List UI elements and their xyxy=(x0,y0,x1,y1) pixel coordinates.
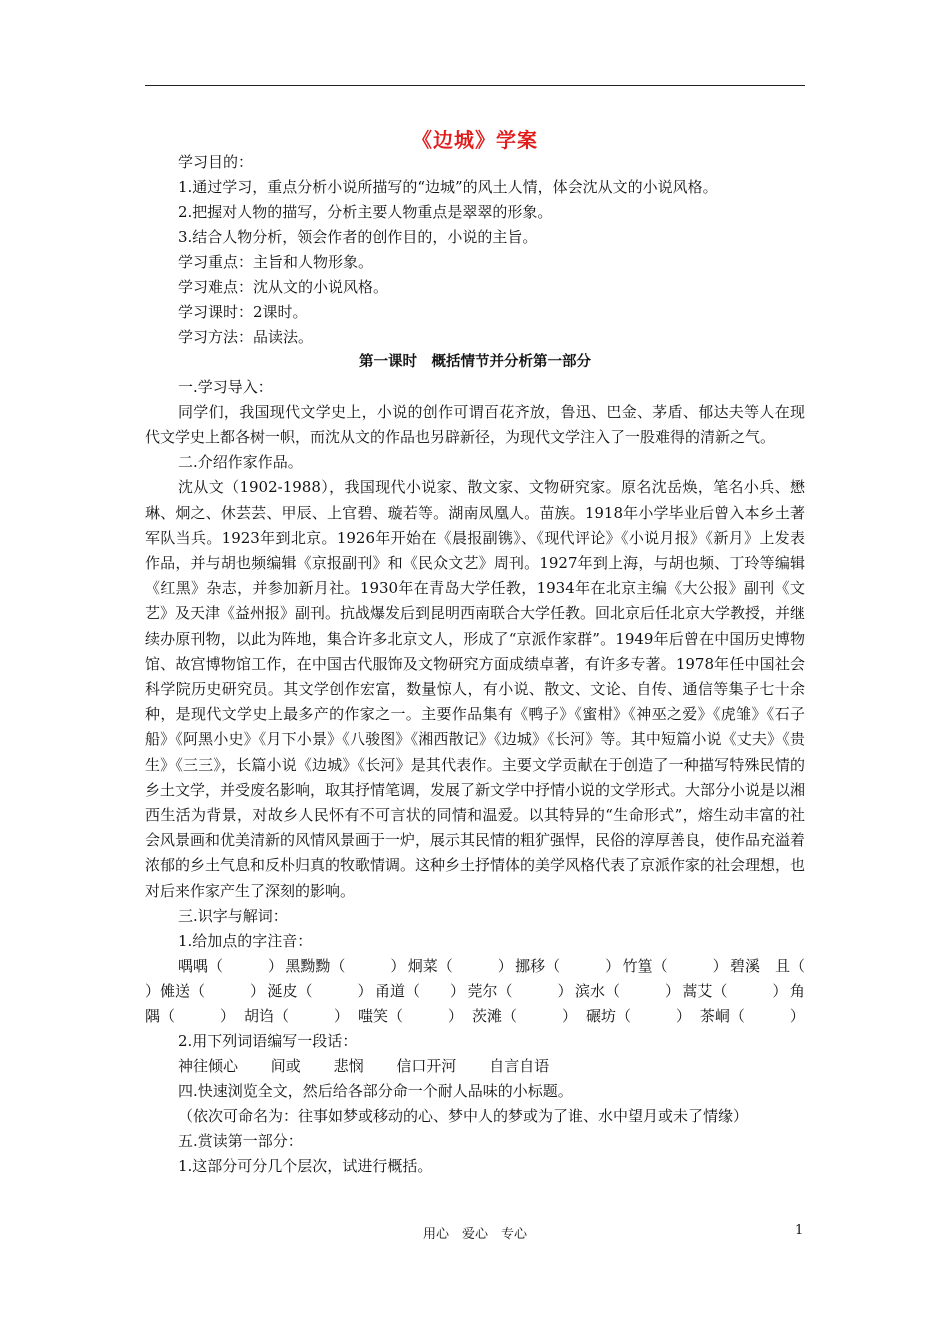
document-body xyxy=(145,150,805,1179)
section-2-text: 沈从文（1902-1988），我国现代小说家、散文家、文物研究家。原名沈岳焕，笔名小兵、懋琳、炯之、休芸芸、甲辰、上官碧、璇若等。湖南凤凰人。苗族。1918年小学毕业后曾入本乡土著军队当兵。1923年到北京。1926年开始在《晨报副镌》、《现代评论》《小说月报》《新月》上发表作品，并与胡也频编辑《京报副刊》和《民众文艺》周刊。1927年到上海，与胡也频、丁玲等编辑《红黑》杂志，并参加新月社。1930年在青岛大学任教，1934年在北京主编《大公报》副刊《文艺》及天津《益州报》副刊。抗战爆发后到昆明西南联合大学任教。回北京后任北京大学教授，并继续办原刊物，以此为阵地，集合许多北京文人，形成了“京派作家群”。1949年后曾在中国历史博物馆、故宫博物馆工作，在中国古代服饰及文物研究方面成绩卓著，有许多专著。1978年任中国社会科学院历史研究员。其文学创作宏富，数量惊人，有小说、散文、文论、自传、通信等集子七十余种，是现代文学史上最多产的作家之一。主要作品集有《鸭子》《蜜柑》《神巫之爱》《虎雏》《石子船》《阿黑小史》《月下小景》《八骏图》《湘西散记》《边城》《长河》等。其中短篇小说《丈夫》《贵生》《三三》，长篇小说《边城》《长河》是其代表作。主要文学贡献在于创造了一种描写特殊民情的乡土文学，并受废名影响，取其抒情笔调，发展了新文学中抒情小说的文学形式。大部分小说是以湘西生活为背景，对故乡人民怀有不可言状的同情和温爱。以其特异的“生命形式”，熔生动丰富的社会风景画和优美清新的风情风景画于一炉，展示其民情的粗犷强悍，民俗的淳厚善良，使作品充溢着浓郁的乡土气息和反朴归真的牧歌情调。这种乡土抒情体的美学风格代表了京派作家的社会理想，也对后来作家产生了深刻的影响。 xyxy=(145,478,806,900)
pinyin-item: 蒿艾（ ） xyxy=(682,981,788,1000)
word-item: 神往倾心 xyxy=(178,1056,239,1075)
section-1-heading: 一.学习导入： xyxy=(178,378,273,396)
pinyin-row-1 xyxy=(145,954,805,979)
section-2-heading: 二.介绍作家作品。 xyxy=(178,453,303,472)
section-4-note: （依次可命名为：往事如梦或移动的心、梦中人的梦或为了谁、水中望月或未了情缘） xyxy=(178,1106,749,1125)
study-method: 学习方法：品读法。 xyxy=(178,328,314,346)
class-hours: 学习课时：2课时。 xyxy=(178,303,308,321)
pinyin-item: 挪移（ ） xyxy=(515,956,621,975)
document-title: 《边城》学案 xyxy=(412,128,538,152)
section-1-text: 同学们，我国现代文学史上，小说的创作可谓百花齐放，鲁迅、巴金、茅盾、郁达夫等人在现代文学史上都各树一帜，而沈从文的作品也另辟新径，为现代文学注入了一股难得的清新之气。 xyxy=(145,403,805,447)
difficulty: 学习难点：沈从文的小说风格。 xyxy=(178,278,389,296)
pinyin-item: 胡诌（ ） xyxy=(243,1006,349,1025)
pinyin-item: 角 xyxy=(789,981,805,1000)
pinyin-item: 茨滩（ ） xyxy=(471,1006,577,1025)
objectives-heading: 学习目的： xyxy=(178,153,254,171)
pinyin-item: 碾坊（ ） xyxy=(585,1006,691,1025)
page-footer: 用心 爱心 专心 xyxy=(422,1227,527,1242)
section-3-heading: 三.识字与解词： xyxy=(178,906,288,925)
word-item: 信口开河 xyxy=(396,1056,457,1075)
objective-2: 2.把握对人物的描写，分析主要人物重点是翠翠的形象。 xyxy=(178,203,553,221)
lesson-title: 第一课时 概括情节并分析第一部分 xyxy=(359,354,591,370)
pinyin-item: 茶峒（ ） xyxy=(699,1006,805,1025)
pinyin-item: 黑黝黝（ ） xyxy=(285,956,406,975)
word-item: 自言自语 xyxy=(489,1056,550,1075)
key-point: 学习重点：主旨和人物形象。 xyxy=(178,253,374,271)
page-number: 1 xyxy=(795,1223,804,1238)
pinyin-item: 莞尔（ ） xyxy=(467,981,573,1000)
pinyin-item: 甬道（ ） xyxy=(374,981,465,1000)
word-item: 悲悯 xyxy=(333,1056,364,1075)
objective-3: 3.结合人物分析，领会作者的创作目的，小说的主旨。 xyxy=(178,228,538,246)
word-item: 间或 xyxy=(270,1056,301,1075)
header-rule xyxy=(145,85,805,86)
pinyin-item: 炯菜（ ） xyxy=(407,956,513,975)
section-4-heading: 四.快速浏览全文，然后给各部分命一个耐人品味的小标题。 xyxy=(178,1081,573,1100)
pinyin-item: 喁喁（ ） xyxy=(178,956,284,975)
section-5-heading: 五.赏读第一部分： xyxy=(178,1131,303,1150)
section-3-question-1: 1.给加点的字注音： xyxy=(178,931,313,950)
pinyin-item: 滨水（ ） xyxy=(574,981,680,1000)
section-3-question-2: 2.用下列词语编写一段话： xyxy=(178,1031,358,1050)
pinyin-item: ）傩送（ ） xyxy=(145,981,266,1000)
pinyin-row-3 xyxy=(145,1004,805,1029)
word-list xyxy=(145,1054,805,1079)
section-5-question-1: 1.这部分可分几个层次，试进行概括。 xyxy=(178,1156,433,1175)
pinyin-item: 嗤笑（ ） xyxy=(357,1006,463,1025)
pinyin-item: 碧溪 且（ xyxy=(729,956,805,975)
pinyin-item: 隅（ ） xyxy=(145,1006,236,1025)
pinyin-item: 竹篁（ ） xyxy=(622,956,728,975)
pinyin-item: 涎皮（ ） xyxy=(267,981,373,1000)
pinyin-row-2 xyxy=(145,979,805,1004)
objective-1: 1.通过学习，重点分析小说所描写的“边城”的风土人情，体会沈从文的小说风格。 xyxy=(178,178,718,196)
